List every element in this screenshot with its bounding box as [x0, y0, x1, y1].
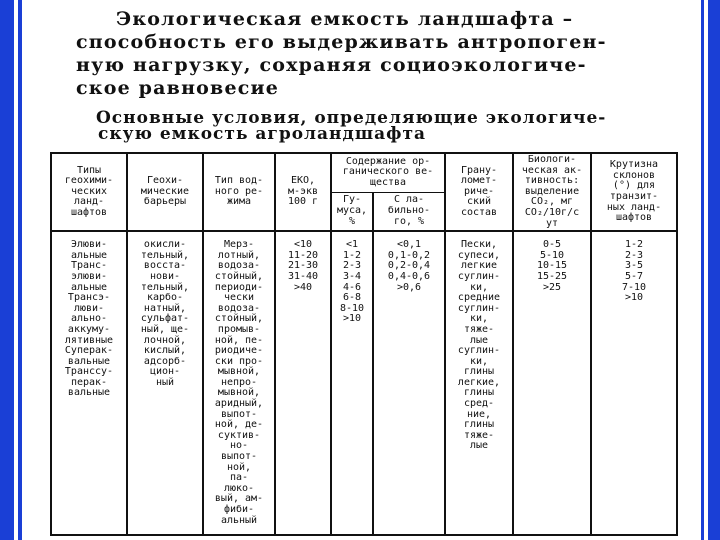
header-bio-activity: Биологи- ческая ак- тивность: выделение СО₂, мг СО₂/10г/с ут	[513, 153, 591, 231]
cell-granulometry: Пески, супеси, легкие суглин- ки, средние суглин- ки, тяже- лые суглин- ки, глины легкие, глины сред- ние, глины тяже- лые	[445, 231, 513, 534]
cell-labile-carbon: <0,1 0,1-0,2 0,2-0,4 0,4-0,6 >0,6	[373, 231, 445, 534]
header-row	[51, 153, 677, 192]
header-types: Типы геохими- ческих ланд- шафтов	[51, 153, 127, 231]
cell-types: Элюви- альные Транс- элюви- альные Трансэ- люви- ально- аккуму- лятивные Суперак- вальные Транссу- перак- вальные	[51, 231, 127, 534]
cell-water-regime: Мерз- лотный, водоза- стойный, периоди- чески водоза- стойный, промыв- ной, пе- риодиче- ски про- мывной, непро- мывной, аридный, выпот- ной, де- суктив- но- выпот- ной, па- люко- вый, ам- фиби- альный	[203, 231, 275, 534]
cell-eko: <10 11-20 21-30 31-40 >40	[275, 231, 331, 534]
header-eko: ЕКО, м-экв 100 г	[275, 153, 331, 231]
cell-bio-activity: 0-5 5-10 10-15 15-25 >25	[513, 231, 591, 534]
header-water-regime: Тип вод- ного ре- жима	[203, 153, 275, 231]
caption-line-1: Основные условия, определяющие экологиче-	[96, 108, 607, 128]
heading-line-4: ское равновесие	[76, 77, 280, 99]
header-humus: Гу- муса, %	[331, 192, 373, 231]
heading-line-3: ную нагрузку, сохраняя социоэкологиче-	[76, 54, 587, 76]
landscape-conditions-table-wrap	[50, 152, 676, 532]
header-organic-matter: Содержание ор- ганического ве- щества	[331, 153, 445, 192]
header-barriers: Геохи- мические барьеры	[127, 153, 203, 231]
left-decorative-border	[0, 0, 44, 540]
table-caption	[96, 110, 656, 142]
header-labile-carbon: С ла- бильно- го, %	[373, 192, 445, 231]
header-granulometry: Грану- ломет- риче- ский состав	[445, 153, 513, 231]
cell-barriers: окисли- тельный, восста- нови- тельный, карбо- натный, сульфат- ный, ще- лочной, кислый, адсорб- цион- ный	[127, 231, 203, 534]
heading-line-1: Экологическая емкость ландшафта –	[116, 8, 574, 30]
cell-slope: 1-2 2-3 3-5 5-7 7-10 >10	[591, 231, 677, 534]
table-row	[51, 231, 677, 534]
slide-heading	[76, 8, 676, 100]
landscape-conditions-table	[50, 152, 678, 536]
caption-line-2: скую емкость агроландшафта	[98, 124, 426, 144]
header-slope: Крутизна склонов (°) для транзит- ных ланд- шафтов	[591, 153, 677, 231]
heading-line-2: способность его выдерживать антропоген-	[76, 31, 607, 53]
cell-humus: <1 1-2 2-3 3-4 4-6 6-8 8-10 >10	[331, 231, 373, 534]
right-decorative-border	[690, 0, 720, 540]
